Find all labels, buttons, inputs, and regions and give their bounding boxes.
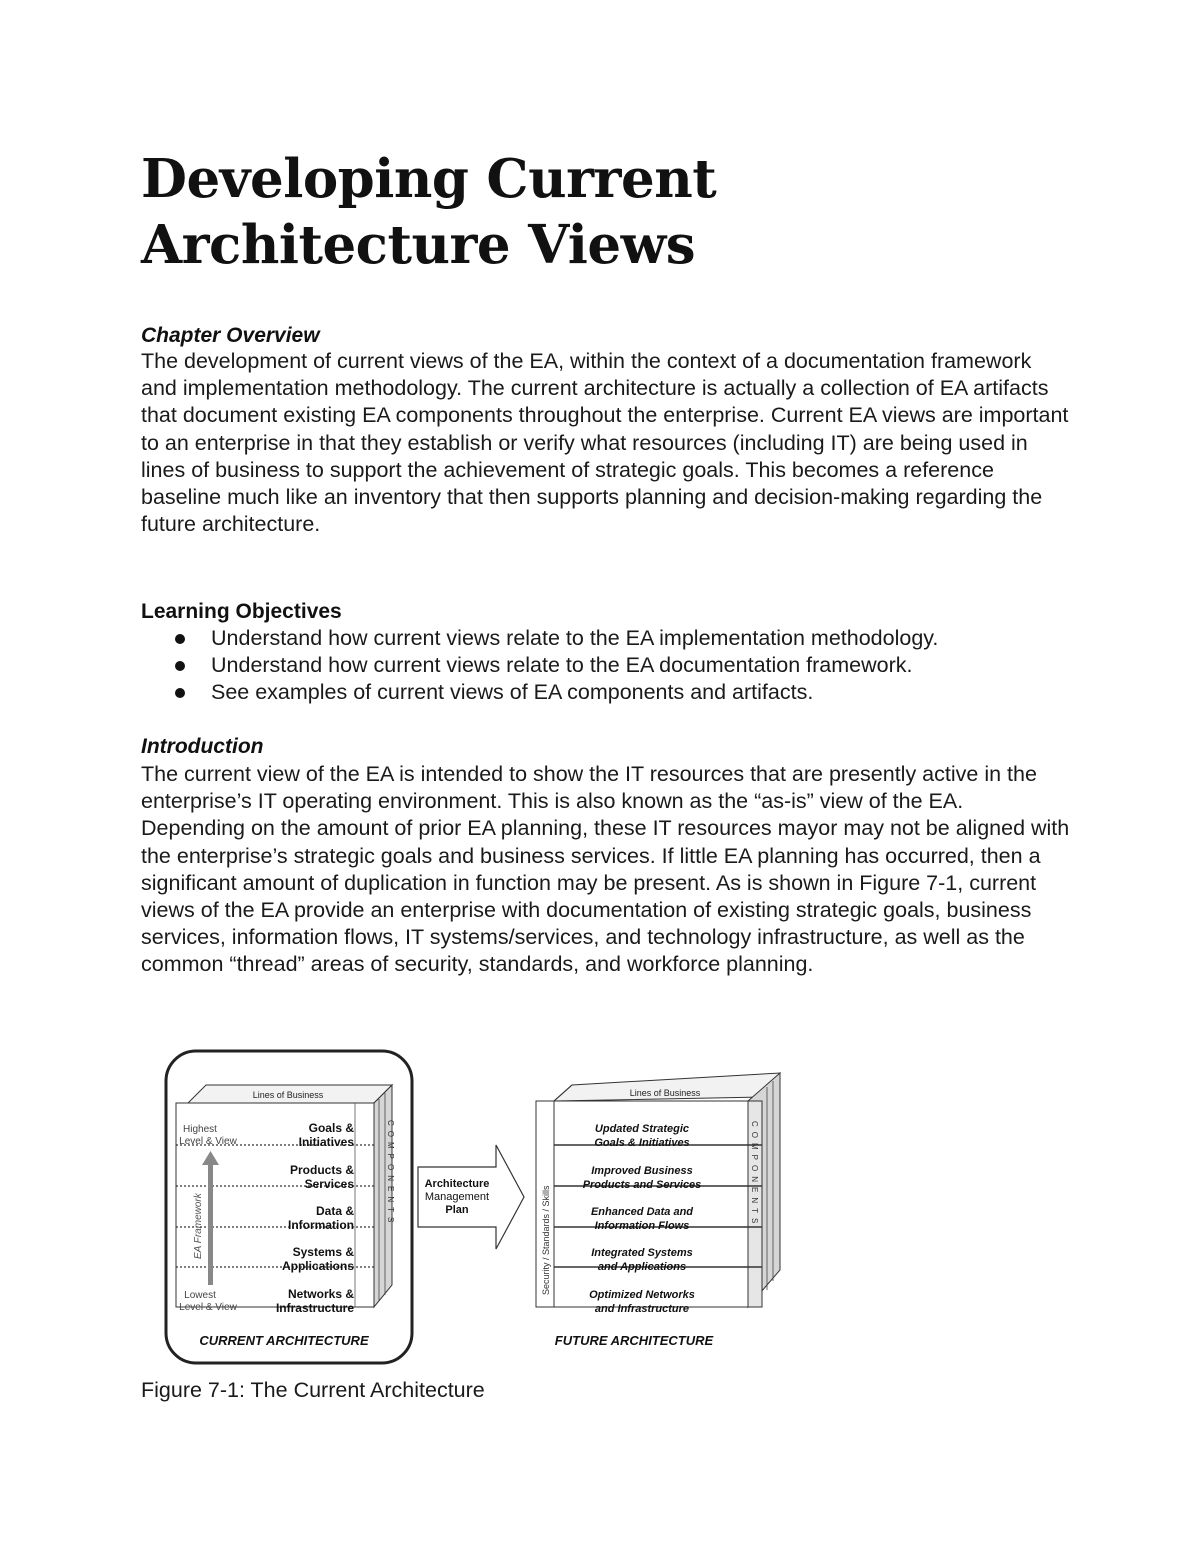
- lowest-label-line2: Level & View: [179, 1302, 237, 1313]
- future-architecture-footer: FUTURE ARCHITECTURE: [554, 1333, 714, 1348]
- current-layer-5-line1: Networks &: [287, 1287, 354, 1301]
- bullet-icon: [175, 688, 185, 698]
- arrow-label-line2: Management: [424, 1191, 490, 1203]
- bullet-icon: [175, 634, 185, 644]
- current-components-label: COMPONENTS: [386, 1120, 395, 1228]
- future-layer-1-line1: Updated Strategic: [594, 1123, 690, 1135]
- highest-label-line1: Highest: [183, 1124, 217, 1135]
- highest-label-line2: Level & View: [179, 1136, 237, 1147]
- list-item: See examples of current views of EA components and artifacts.: [141, 679, 1071, 706]
- list-item: Understand how current views relate to the EA documentation framework.: [141, 652, 1071, 679]
- future-components-label: COMPONENTS: [750, 1121, 759, 1229]
- current-architecture-footer: CURRENT ARCHITECTURE: [199, 1333, 369, 1348]
- future-layer-2-line2: Products and Services: [582, 1179, 702, 1191]
- introduction-heading: Introduction: [141, 735, 264, 758]
- arrow-label-line1: Architecture: [424, 1178, 490, 1190]
- current-layer-1-line1: Goals &: [308, 1121, 354, 1135]
- introduction-body: The current view of the EA is intended to show the IT resources that are presently active in the enterprise’s IT operating environment. This is also known as the “as-is” view of the EA. Depending on the amount of prior EA planning, these IT resources mayor may not be aligned with the enterprise’s strategic goals and business services. If little EA planning has occurred, then a significant amount of duplication in function may be present. As is shown in Figure 7-1, current views of the EA provide an enterprise with documentation of existing strategic goals, business services, information flows, IT systems/services, and technology infrastructure, as well as the common “thread” areas of security, standards, and workforce planning.: [141, 762, 1070, 977]
- framework-label: EA Framework: [193, 1193, 204, 1259]
- list-item: Understand how current views relate to the EA implementation methodology.: [141, 625, 1071, 652]
- learning-objectives-heading: Learning Objectives: [141, 600, 342, 623]
- current-layer-4-line1: Systems &: [292, 1245, 354, 1259]
- current-layer-1-line2: Initiatives: [298, 1135, 354, 1149]
- future-layer-2-line1: Improved Business: [591, 1165, 693, 1177]
- future-threads-label: Security / Standards / Skills: [541, 1185, 551, 1295]
- future-layer-5-line2: and Infrastructure: [594, 1303, 690, 1315]
- current-layer-3-line2: Information: [288, 1218, 354, 1232]
- bullet-icon: [175, 661, 185, 671]
- learning-objectives-list: [141, 625, 1071, 707]
- page-title: Developing Current Architecture Views: [141, 148, 717, 276]
- current-layer-4-line2: Applications: [281, 1259, 354, 1273]
- lowest-label-line1: Lowest: [184, 1290, 216, 1301]
- future-layer-5-line1: Optimized Networks: [589, 1289, 695, 1301]
- figure-caption: Figure 7-1: The Current Architecture: [141, 1378, 485, 1402]
- current-layer-2-line2: Services: [304, 1177, 354, 1191]
- future-lob-label: Lines of Business: [629, 1088, 701, 1098]
- future-layer-1-line2: Goals & Initiatives: [594, 1137, 690, 1149]
- future-layer-3-line2: Information Flows: [594, 1220, 690, 1232]
- current-lob-label: Lines of Business: [252, 1090, 324, 1100]
- chapter-overview-body: The development of current views of the EA, within the context of a documentation framework and implementation methodology. The current architecture is actually a collection of EA artifacts that document existing EA components throughout the enterprise. Current EA views are important to an enterprise in that they establish or verify what resources (including IT) are being used in lines of business to support the achievement of strategic goals. This becomes a reference baseline much like an inventory that then supports planning and decision-making regarding the future architecture.: [141, 349, 1069, 537]
- architecture-figure: [160, 1045, 790, 1370]
- chapter-overview-heading: Chapter Overview: [141, 324, 320, 347]
- arrow-label-line3: Plan: [445, 1204, 469, 1216]
- current-layer-3-line1: Data &: [315, 1204, 354, 1218]
- future-layer-4-line1: Integrated Systems: [591, 1247, 693, 1259]
- current-layer-5-line2: Infrastructure: [275, 1301, 354, 1315]
- future-layer-4-line2: and Applications: [597, 1261, 687, 1273]
- framework-arrow-shaft: [208, 1163, 213, 1285]
- future-layer-3-line1: Enhanced Data and: [590, 1206, 694, 1218]
- current-layer-2-line1: Products &: [289, 1163, 354, 1177]
